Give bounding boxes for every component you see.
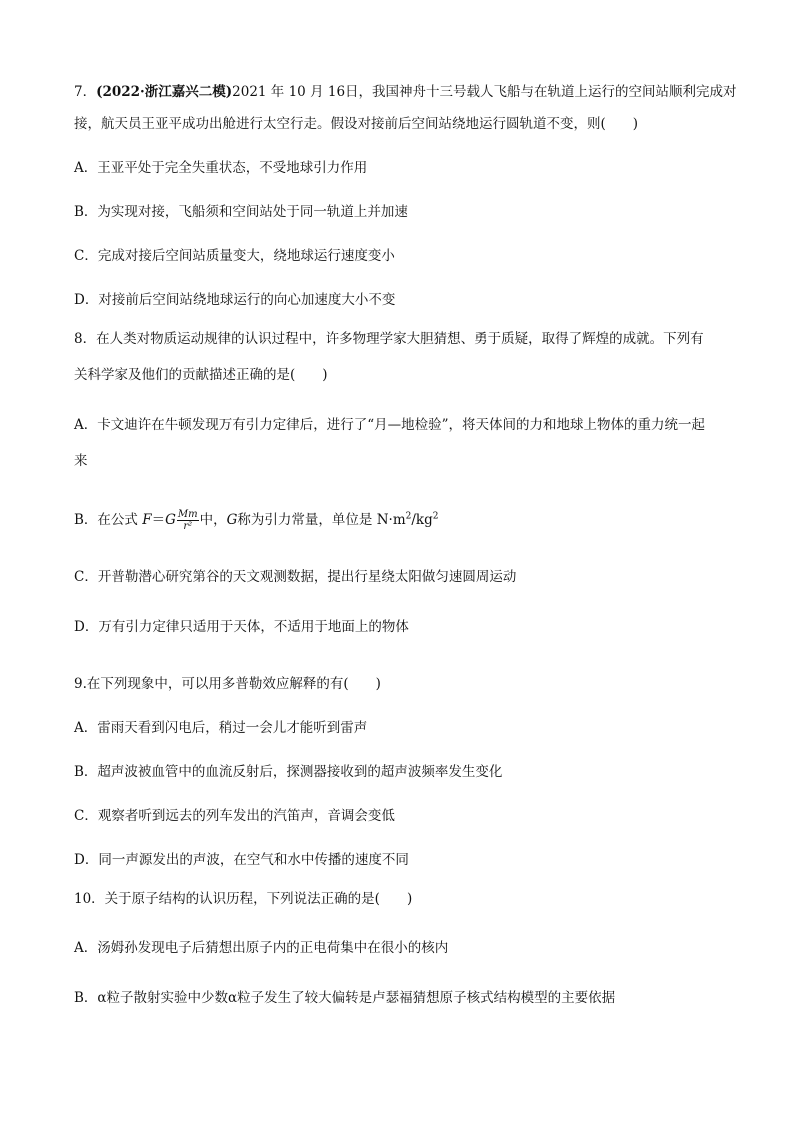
q8-option-d: D．万有引力定律只适用于天体，不适用于地面上的物体	[74, 619, 409, 635]
q10-option-a: A．汤姆孙发现电子后猜想出原子内的正电荷集中在很小的核内	[74, 940, 449, 956]
q9-option-a: A．雷雨天看到闪电后，稍过一会儿才能听到雷声	[74, 720, 368, 736]
q7-option-d: D．对接前后空间站绕地球运行的向心加速度大小不变	[74, 292, 396, 308]
q8-option-b-mid2: 称为引力常量，单位是 N·m	[237, 512, 406, 528]
q8-option-b-mid1: 中，	[199, 512, 227, 528]
q7-option-b: B．为实现对接，飞船须和空间站处于同一轨道上并加速	[74, 204, 408, 220]
formula-f: F	[142, 512, 152, 528]
q8-stem-line2: 关科学家及他们的贡献描述正确的是( )	[74, 367, 328, 383]
q8-option-b-prefix: B．在公式	[74, 512, 143, 528]
unit-sup2: 2	[432, 511, 439, 522]
q7-source: (2022·浙江嘉兴二模)	[96, 84, 233, 100]
q7-number: 7．	[74, 84, 97, 100]
q7-option-c: C．完成对接后空间站质量变大，绕地球运行速度变小	[74, 248, 395, 264]
q7-stem-text1: 2021 年 10 月 16日，我国神舟十三号载人飞船与在轨道上运行的空间站顺利完成对	[232, 84, 737, 100]
q10-option-b: B．α粒子散射实验中少数α粒子发生了较大偏转是卢瑟福猜想原子核式结构模型的主要依据	[74, 990, 616, 1006]
q8-option-a-line1: A．卡文迪许在牛顿发现万有引力定律后，进行了“月—地检验”，将天体间的力和地球上物体的重力统一起	[74, 417, 706, 433]
formula-g: G	[165, 512, 176, 528]
q9-option-b: B．超声波被血管中的血流反射后，探测器接收到的超声波频率发生变化	[74, 764, 503, 780]
q8-option-b	[74, 509, 734, 532]
q7-stem-line1	[74, 82, 737, 102]
formula-fraction	[177, 509, 199, 532]
q9-option-d: D．同一声源发出的声波，在空气和水中传播的速度不同	[74, 852, 409, 868]
q7-stem-line2: 接，航天员王亚平成功出舱进行太空行走。假设对接前后空间站绕地运行圆轨道不变，则( )	[74, 116, 639, 132]
q7-option-a: A．王亚平处于完全失重状态，不受地球引力作用	[74, 160, 368, 176]
q8-option-a-line2: 来	[74, 453, 88, 469]
fraction-denominator: r²	[183, 521, 193, 532]
q8-stem-line1: 8．在人类对物质运动规律的认识过程中，许多物理学家大胆猜想、勇于质疑，取得了辉煌的成就。下列有	[74, 331, 704, 347]
q10-stem: 10．关于原子结构的认识历程，下列说法正确的是( )	[74, 891, 413, 907]
fraction-numerator: Mm	[177, 509, 198, 520]
q8-option-b-mid3: /kg	[411, 512, 433, 528]
formula-g2: G	[226, 512, 238, 528]
q8-option-c: C．开普勒潜心研究第谷的天文观测数据，提出行星绕太阳做匀速圆周运动	[74, 569, 517, 585]
unit-sup1: 2	[405, 511, 412, 522]
formula-equals: ＝	[151, 512, 166, 528]
q9-stem: 9.在下列现象中，可以用多普勒效应解释的有( )	[74, 676, 381, 692]
q9-option-c: C．观察者听到远去的列车发出的汽笛声，音调会变低	[74, 808, 395, 824]
